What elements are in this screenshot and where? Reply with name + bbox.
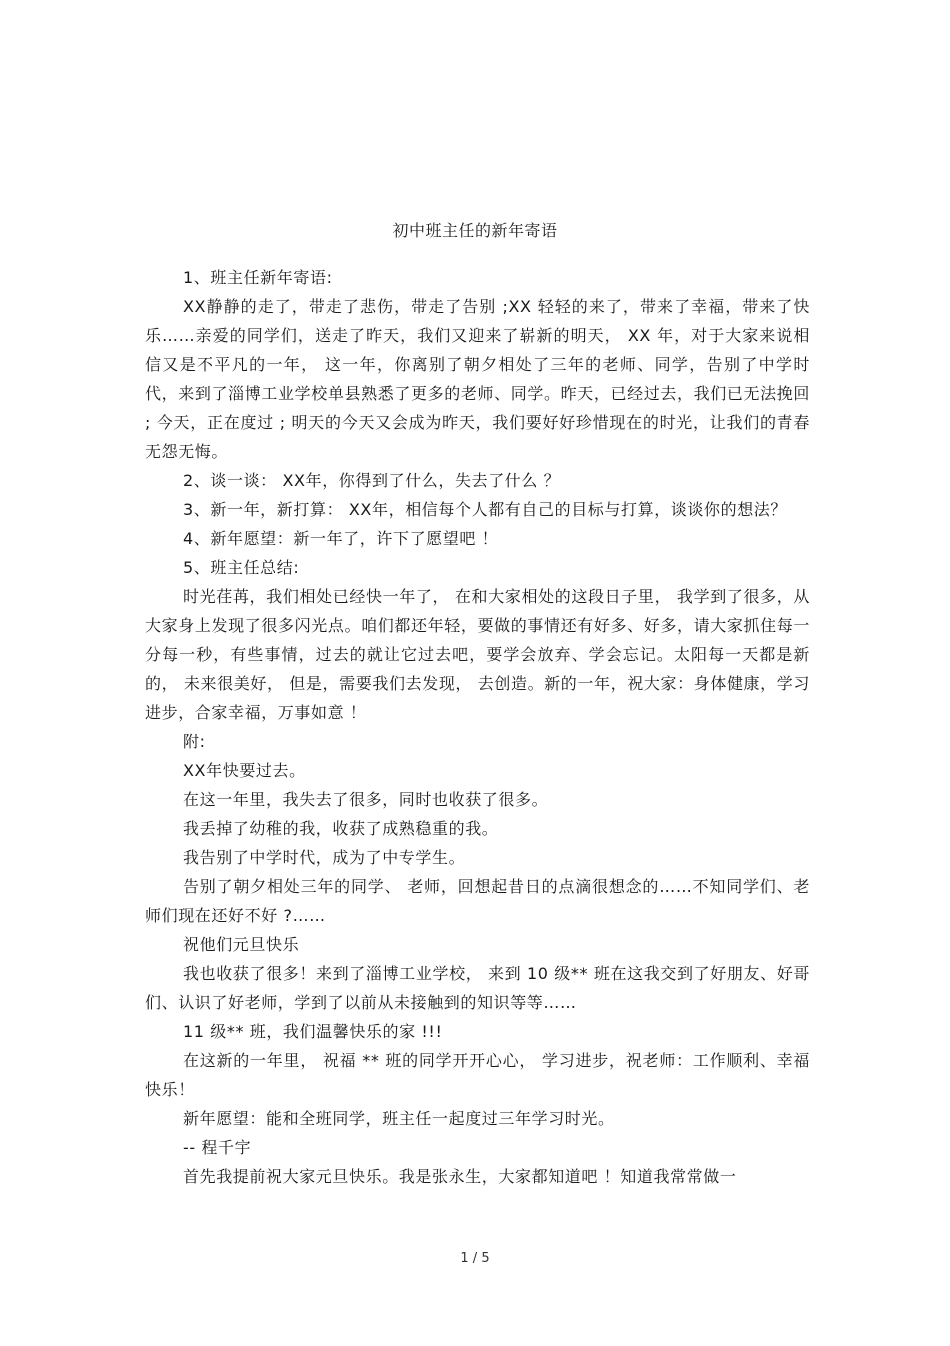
paragraph: 时光荏苒，我们相处已经快一年了， 在和大家相处的这段日子里， 我学到了很多，从大家身上发现了很多闪光点。咱们都还年轻，要做的事情还有好多、好多，请大家抓住每一分每一秒，有些事情，过去的就让它过去吧，要学会放弃、学会忘记。太阳每一天都是新的， 未来很美好， 但是，需要我们去发现， 去创造。新的一年，祝大家：身体健康，学习进步，合家幸福，万事如意 ！ — [145, 587, 810, 722]
paragraph: 4、新年愿望：新一年了，许下了愿望吧 ！ — [183, 529, 499, 548]
document-body — [145, 263, 810, 1191]
paragraph: -- 程千宇 — [183, 1138, 252, 1157]
paragraph: 告别了朝夕相处三年的同学、 老师，回想起昔日的点滴很想念的……不知同学们、老师们现在还好不好 ?…… — [145, 877, 810, 925]
paragraph: 1、班主任新年寄语: — [183, 268, 333, 287]
paragraph: 祝他们元旦快乐 — [183, 935, 300, 954]
paragraph: 首先我提前祝大家元旦快乐。我是张永生，大家都知道吧 ！知道我常常做一 — [183, 1167, 737, 1186]
paragraph: 5、班主任总结: — [183, 558, 300, 577]
paragraph: 11 级** 班，我们温馨快乐的家 !!! — [183, 1022, 443, 1041]
paragraph: 在这新的一年里， 祝福 ** 班的同学开开心心， 学习进步，祝老师：工作顺利、幸福快乐！ — [145, 1051, 810, 1099]
paragraph: 我丢掉了幼稚的我，收获了成熟稳重的我。 — [183, 819, 499, 838]
paragraph: 我告别了中学时代，成为了中专学生。 — [183, 848, 466, 867]
paragraph: 3、新一年，新打算： XX年，相信每个人都有自己的目标与打算，谈谈你的想法？ — [183, 500, 787, 519]
paragraph: XX年快要过去。 — [183, 761, 306, 780]
paragraph: 新年愿望：能和全班同学，班主任一起度过三年学习时光。 — [183, 1109, 615, 1128]
paragraph: 我也收获了很多！来到了淄博工业学校， 来到 10 级** 班在这我交到了好朋友、好哥们、认识了好老师，学到了以前从未接触到的知识等等…… — [145, 964, 810, 1012]
document-title: 初中班主任的新年寄语 — [392, 221, 558, 240]
paragraph: XX静静的走了，带走了悲伤，带走了告别 ;XX 轻轻的来了，带来了幸福，带来了快乐……亲爱的同学们，送走了昨天，我们又迎来了崭新的明天， XX 年，对于大家来说相信又是不平凡的一年， 这一年，你离别了朝夕相处了三年的老师、同学，告别了中学时代，来到了淄博工业学校单县熟悉了更多的老师、同学。昨天，已经过去，我们已无法挽回 ; 今天，正在度过 ; 明天的今天又会成为昨天，我们要好好珍惜现在的时光，让我们的青春无怨无悔。 — [145, 297, 810, 461]
page-number: 1 / 5 — [460, 1251, 490, 1266]
paragraph: 在这一年里，我失去了很多，同时也收获了很多。 — [183, 790, 549, 809]
paragraph: 附: — [183, 732, 206, 751]
paragraph: 2、谈一谈： XX年，你得到了什么，失去了什么 ？ — [183, 471, 561, 490]
